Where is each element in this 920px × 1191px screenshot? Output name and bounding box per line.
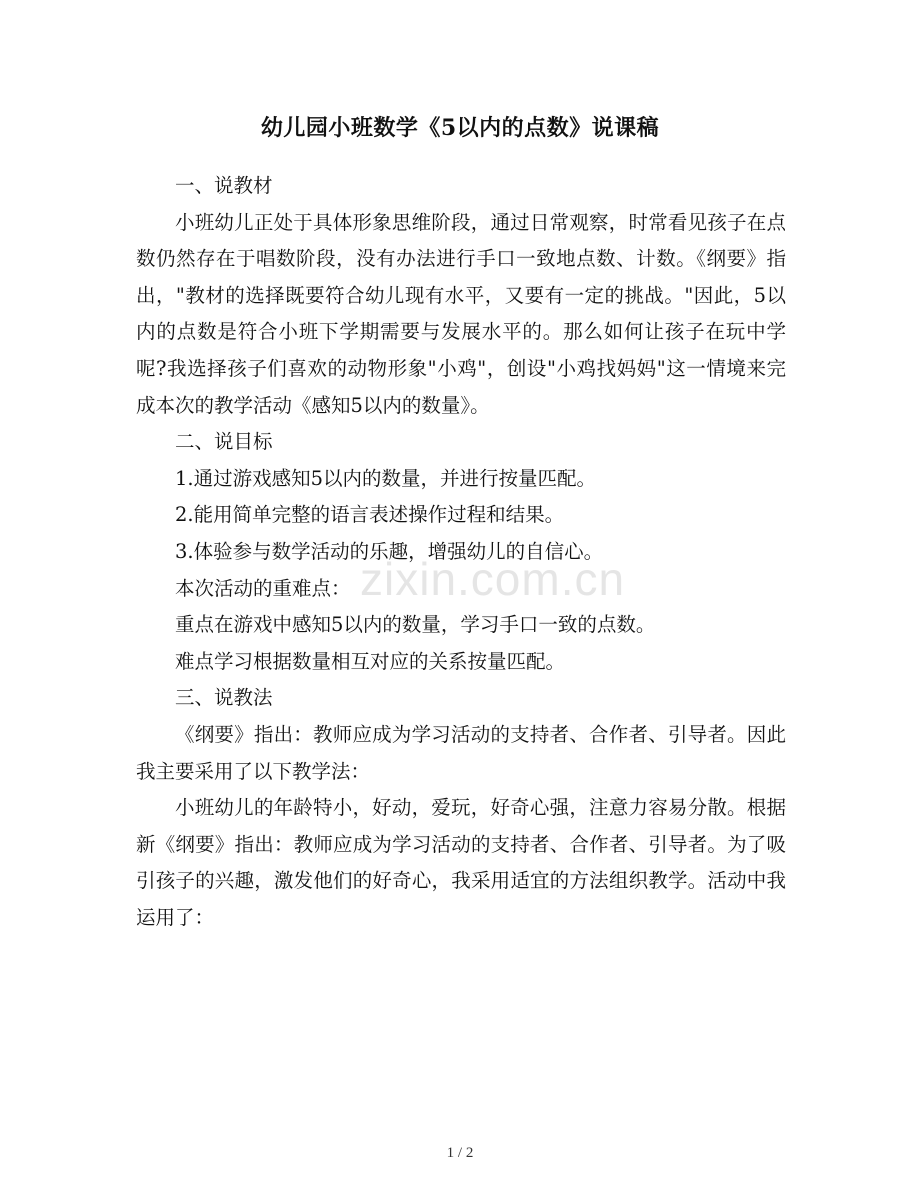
document-body <box>136 168 786 936</box>
key-points-heading: 本次活动的重难点： <box>175 576 351 600</box>
page-number: 1 / 2 <box>446 1145 474 1161</box>
paragraph-methods-intro: 《纲要》指出：教师应成为学习活动的支持者、合作者、引导者。因此我主要采用了以下教学法： <box>136 722 786 783</box>
paragraph-methods-detail: 小班幼儿的年龄特小，好动，爱玩，好奇心强，注意力容易分散。根据新《纲要》指出：教师应成为学习活动的支持者、合作者、引导者。为了吸引孩子的兴趣，激发他们的好奇心，我采用适宜的方法组织教学。活动中我运用了： <box>136 796 786 929</box>
section-heading-methods: 三、说教法 <box>175 686 273 710</box>
key-point: 重点在游戏中感知5以内的数量，学习手口一致的点数。 <box>175 613 656 637</box>
paragraph-teaching-material: 小班幼儿正处于具体形象思维阶段，通过日常观察，时常看见孩子在点数仍然存在于唱数阶段，没有办法进行手口一致地点数、计数。《纲要》指出，"教材的选择既要符合幼儿现有水平，又要有一定的挑战。"因此，5以内的点数是符合小班下学期需要与发展水平的。那么如何让孩子在玩中学呢?我选择孩子们喜欢的动物形象"小鸡"，创设"小鸡找妈妈"这一情境来完成本次的教学活动《感知5以内的数量》。 <box>136 210 786 417</box>
difficult-point: 难点学习根据数量相互对应的关系按量匹配。 <box>175 649 566 673</box>
watermark: zixin.com.cn <box>360 553 626 605</box>
section-heading-goals: 二、说目标 <box>175 430 273 454</box>
document-title: 幼儿园小班数学《5以内的点数》说课稿 <box>260 115 660 141</box>
goal-item-2: 2.能用简单完整的语言表述操作过程和结果。 <box>175 503 565 527</box>
goal-item-3: 3.体验参与数学活动的乐趣，增强幼儿的自信心。 <box>175 539 604 563</box>
section-heading-teaching-material: 一、说教材 <box>175 174 273 197</box>
goal-item-1: 1.通过游戏感知5以内的数量，并进行按量匹配。 <box>175 466 597 490</box>
